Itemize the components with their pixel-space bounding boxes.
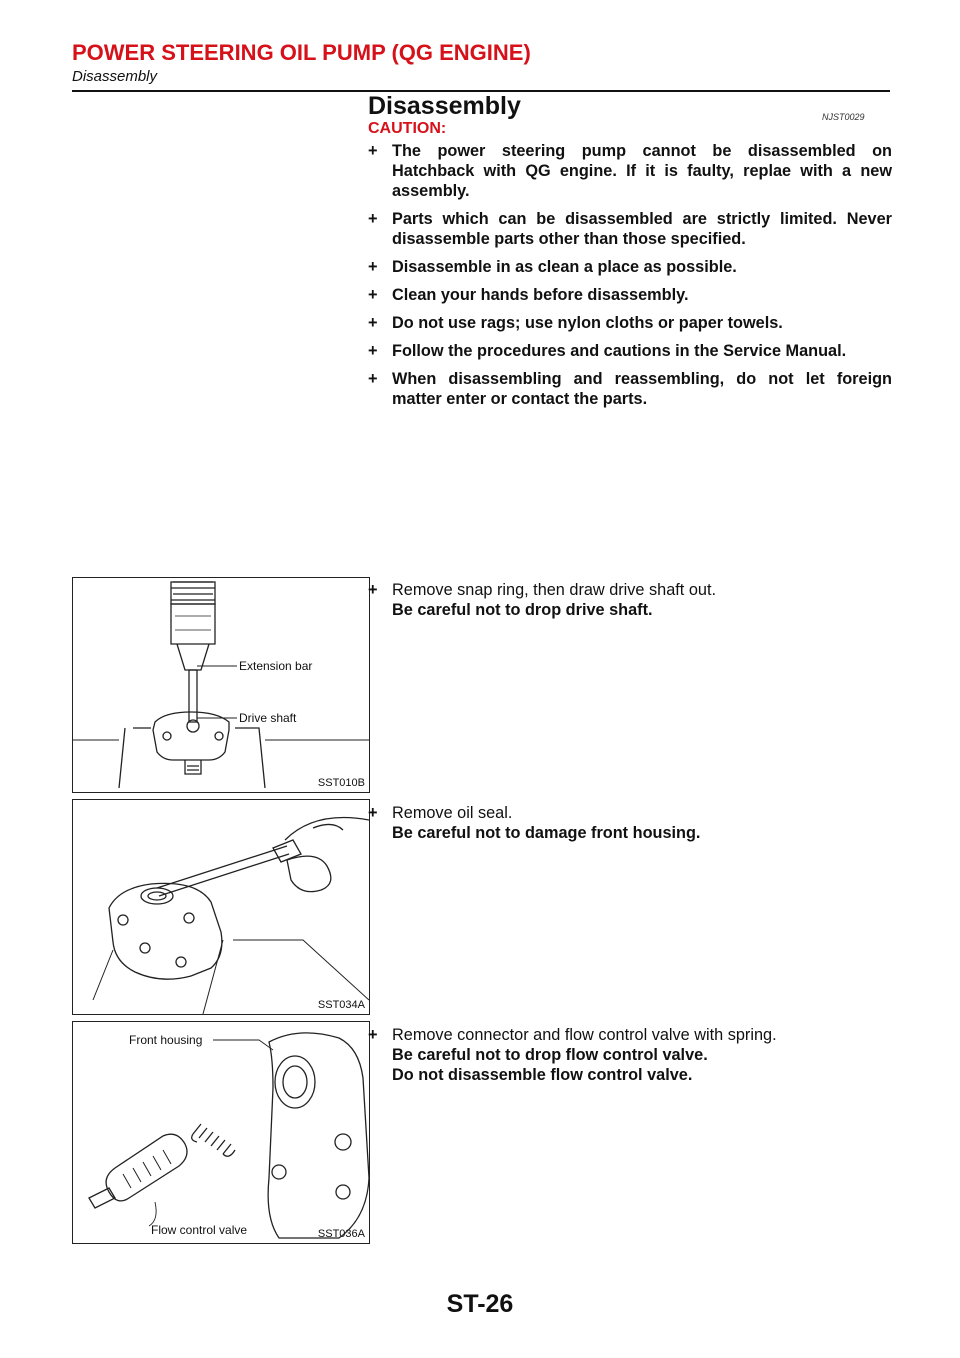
caution-item: + Disassemble in as clean a place as possible. <box>368 258 737 276</box>
bullet-glyph: + <box>368 804 378 822</box>
oil-seal-illustration <box>73 800 369 1014</box>
figure-id: SST010B <box>317 777 365 789</box>
caution-item: + Do not use rags; use nylon cloths or paper towels. <box>368 314 783 332</box>
figure-flow-control-valve <box>72 1021 370 1244</box>
bullet-glyph: + <box>368 314 378 332</box>
figure-id: SST034A <box>317 999 365 1011</box>
step-note: Do not disassemble flow control valve. <box>392 1066 693 1084</box>
step-remove-drive-shaft <box>368 580 892 620</box>
caution-label: CAUTION: <box>368 120 447 137</box>
caution-item: + Clean your hands before disassembly. <box>368 286 689 304</box>
caution-item: + Follow the procedures and cautions in the Service Manual. <box>368 342 847 360</box>
callout-drive-shaft: Drive shaft <box>239 711 297 725</box>
callout-extension-bar: Extension bar <box>239 659 313 673</box>
caution-item: + When disassembling and reassembling, do not let foreign matter enter or contact the parts. <box>368 370 892 408</box>
drive-shaft-illustration <box>73 578 369 792</box>
bullet-glyph: + <box>368 142 378 160</box>
bullet-glyph: + <box>368 286 378 304</box>
figure-oil-seal <box>72 799 370 1015</box>
section-title: Disassembly <box>368 92 521 120</box>
step-instruction: Remove snap ring, then draw drive shaft out. <box>392 581 716 599</box>
step-note: Be careful not to drop drive shaft. <box>392 601 653 619</box>
section-code: NJST0029 <box>822 112 865 122</box>
page-header-title: POWER STEERING OIL PUMP (QG ENGINE) <box>72 40 531 65</box>
bullet-glyph: + <box>368 581 378 599</box>
step-remove-flow-control-valve <box>368 1025 892 1085</box>
bullet-glyph: + <box>368 210 378 228</box>
step-note: Be careful not to damage front housing. <box>392 824 701 842</box>
bullet-glyph: + <box>368 1026 378 1044</box>
figure-drive-shaft <box>72 577 370 793</box>
caution-item: + Parts which can be disassembled are strictly limited. Never disassemble parts other than those specified. <box>368 210 892 248</box>
page-number: ST-26 <box>446 1290 514 1318</box>
step-remove-oil-seal <box>368 803 892 843</box>
bullet-glyph: + <box>368 258 378 276</box>
figure-id: SST036A <box>317 1228 365 1240</box>
callout-front-housing: Front housing <box>129 1033 203 1047</box>
step-note: Be careful not to drop flow control valve. <box>392 1046 708 1064</box>
caution-item: + The power steering pump cannot be disassembled on Hatchback with QG engine. If it is faulty, replae with a new assembly. <box>368 142 892 200</box>
flow-control-valve-illustration <box>73 1022 369 1243</box>
bullet-glyph: + <box>368 342 378 360</box>
step-instruction: Remove oil seal. <box>392 804 513 822</box>
bullet-glyph: + <box>368 370 378 388</box>
caution-list <box>368 141 892 417</box>
page-header-subtitle: Disassembly <box>72 68 158 85</box>
step-instruction: Remove connector and flow control valve with spring. <box>392 1026 777 1044</box>
callout-flow-control-valve: Flow control valve <box>151 1223 248 1237</box>
